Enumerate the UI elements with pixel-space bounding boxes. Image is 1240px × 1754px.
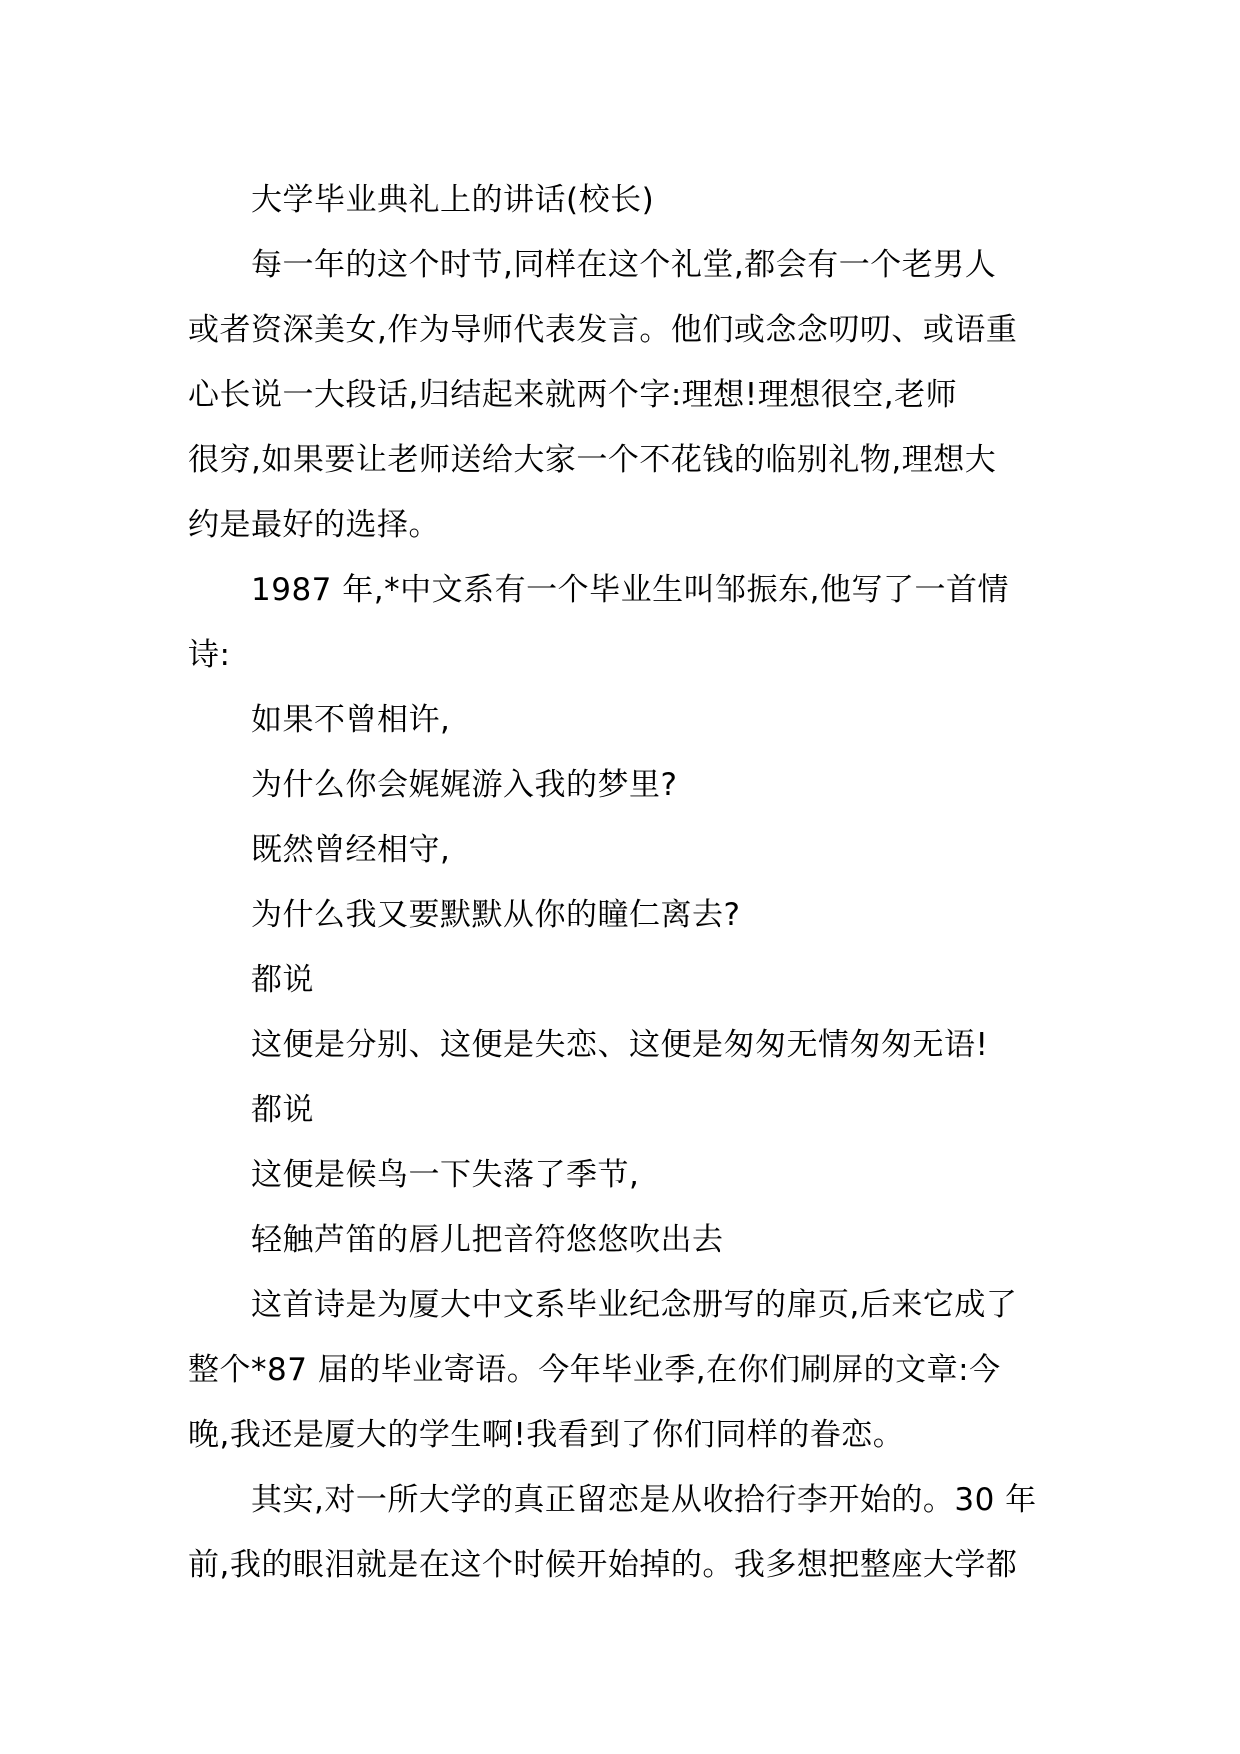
poem-line: 轻触芦笛的唇儿把音符悠悠吹出去 xyxy=(251,1222,724,1258)
poem-line: 这便是分别、这便是失恋、这便是匆匆无情匆匆无语! xyxy=(251,1027,989,1063)
poem-line: 这便是候鸟一下失落了季节, xyxy=(251,1157,640,1193)
document-page xyxy=(188,168,1060,1598)
poem-line: 为什么我又要默默从你的瞳仁离去? xyxy=(251,897,741,933)
paragraph-line: 心长说一大段话,归结起来就两个字:理想!理想很空,老师 xyxy=(188,377,958,413)
paragraph-line: 很穷,如果要让老师送给大家一个不花钱的临别礼物,理想大 xyxy=(188,442,997,478)
paragraph-line: 其实,对一所大学的真正留恋是从收拾行李开始的。30 年 xyxy=(251,1482,1037,1518)
paragraph-line: 每一年的这个时节,同样在这个礼堂,都会有一个老男人 xyxy=(251,247,997,283)
poem-line: 如果不曾相许, xyxy=(251,702,451,738)
poem-line: 既然曾经相守, xyxy=(251,832,451,868)
paragraph-line: 这首诗是为厦大中文系毕业纪念册写的扉页,后来它成了 xyxy=(251,1287,1018,1323)
poem-line: 为什么你会娓娓游入我的梦里? xyxy=(251,767,678,803)
paragraph-line: 1987 年,*中文系有一个毕业生叫邹振东,他写了一首情 xyxy=(251,572,1009,608)
paragraph-line: 或者资深美女,作为导师代表发言。他们或念念叨叨、或语重 xyxy=(188,312,1018,348)
paragraph-line: 前,我的眼泪就是在这个时候开始掉的。我多想把整座大学都 xyxy=(188,1547,1018,1583)
paragraph-line: 约是最好的选择。 xyxy=(188,507,440,543)
paragraph-line: 晚,我还是厦大的学生啊!我看到了你们同样的眷恋。 xyxy=(188,1417,905,1453)
paragraph-line: 整个*87 届的毕业寄语。今年毕业季,在你们刷屏的文章:今 xyxy=(188,1352,1001,1388)
paragraph-line: 诗: xyxy=(188,637,231,673)
poem-line: 都说 xyxy=(251,1092,314,1128)
poem-line: 都说 xyxy=(251,962,314,998)
document-title: 大学毕业典礼上的讲话(校长) xyxy=(251,182,655,218)
